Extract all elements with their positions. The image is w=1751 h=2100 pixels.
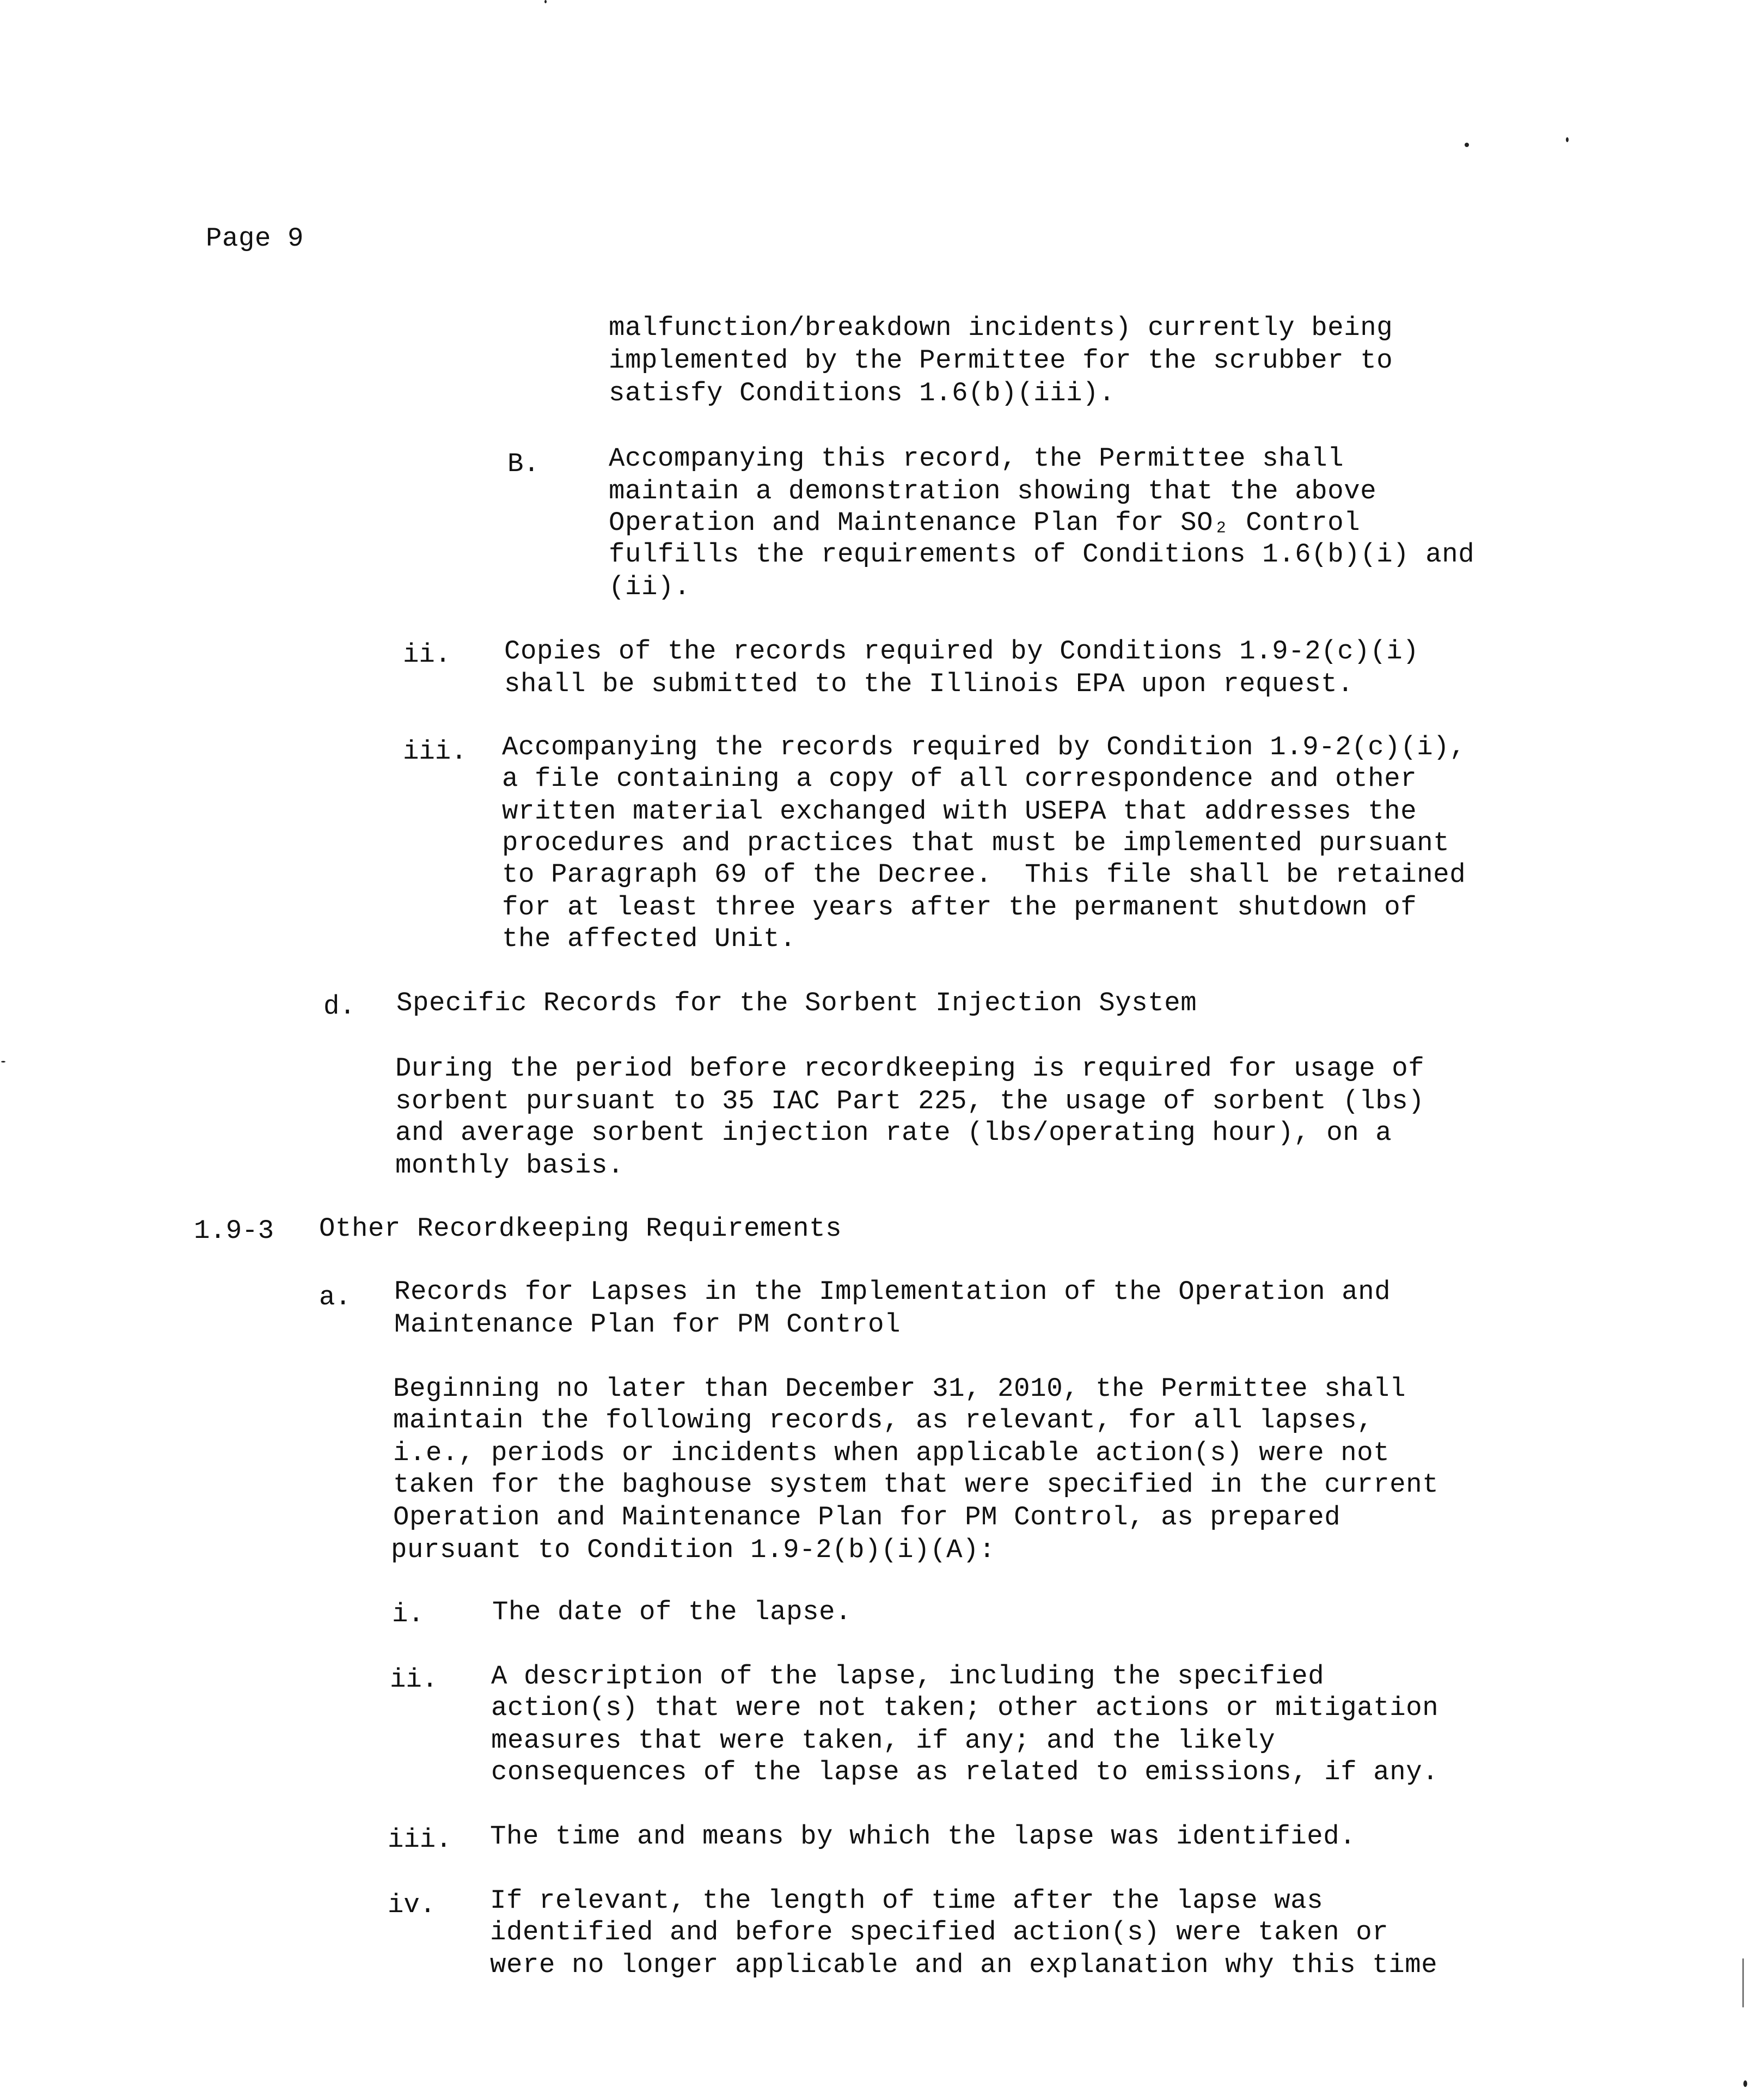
text-line: (ii). — [609, 572, 691, 602]
text-line: Operation and Maintenance Plan for SO₂ Control — [609, 508, 1361, 538]
text-line: measures that were taken, if any; and the likely — [491, 1725, 1276, 1756]
text-line: A description of the lapse, including the specified — [491, 1661, 1325, 1692]
text-line: implemented by the Permittee for the scrubber to — [609, 345, 1393, 376]
text-line: Beginning no later than December 31, 2010, the Permittee shall — [393, 1373, 1406, 1404]
scan-speck — [1742, 1958, 1744, 2007]
text-line: sorbent pursuant to 35 IAC Part 225, the usage of sorbent (lbs) — [395, 1086, 1425, 1116]
text-line: procedures and practices that must be implemented pursuant — [502, 828, 1450, 858]
scan-speck — [1465, 143, 1469, 147]
text-line: taken for the baghouse system that were specified in the current — [393, 1469, 1439, 1500]
list-label: ii. — [390, 1664, 438, 1695]
text-line: During the period before recordkeeping is required for usage of — [395, 1053, 1425, 1084]
text-line: to Paragraph 69 of the Decree. This file shall be retained — [502, 859, 1466, 890]
text-line: shall be submitted to the Illinois EPA upon request. — [504, 669, 1354, 699]
page-number: Page 9 — [206, 223, 304, 254]
list-label: iii. — [403, 736, 467, 767]
list-label: ii. — [403, 639, 451, 670]
list-label: a. — [319, 1282, 351, 1312]
text-line: and average sorbent injection rate (lbs/operating hour), on a — [395, 1118, 1392, 1148]
text-line: Accompanying the records required by Condition 1.9-2(c)(i), — [502, 732, 1466, 762]
scan-speck — [544, 0, 547, 3]
text-line: were no longer applicable and an explanation why this time — [490, 1950, 1438, 1980]
text-line: malfunction/breakdown incidents) currently being — [609, 313, 1393, 343]
section-heading: Other Recordkeeping Requirements — [319, 1213, 842, 1244]
list-label: d. — [323, 991, 356, 1022]
list-label: iv. — [388, 1890, 436, 1920]
text-line: pursuant to Condition 1.9-2(b)(i)(A): — [391, 1535, 996, 1565]
text-line: satisfy Conditions 1.6(b)(iii). — [609, 378, 1116, 408]
scan-speck — [1, 1061, 5, 1063]
text-line: Accompanying this record, the Permittee shall — [609, 443, 1344, 474]
text-line: fulfills the requirements of Conditions 1.6(b)(i) and — [609, 539, 1475, 570]
text-line: identified and before specified action(s) were taken or — [490, 1917, 1389, 1948]
text-line: written material exchanged with USEPA that addresses the — [502, 796, 1417, 827]
scan-speck — [1743, 2080, 1747, 2087]
text-line: action(s) that were not taken; other actions or mitigation — [491, 1693, 1439, 1723]
text-line: consequences of the lapse as related to emissions, if any. — [491, 1757, 1439, 1787]
text-line: the affected Unit. — [502, 924, 797, 954]
section-heading: Records for Lapses in the Implementation of the Operation and — [394, 1277, 1391, 1307]
text-line: Copies of the records required by Conditions 1.9-2(c)(i) — [504, 636, 1419, 667]
text-line: maintain the following records, as relevant, for all lapses, — [393, 1405, 1374, 1436]
text-line: The date of the lapse. — [492, 1597, 852, 1627]
list-label: B. — [507, 449, 540, 479]
text-line: If relevant, the length of time after the lapse was — [490, 1885, 1324, 1916]
section-heading: Specific Records for the Sorbent Injection System — [396, 988, 1197, 1018]
list-label: iii. — [388, 1824, 452, 1855]
list-label: i. — [392, 1599, 424, 1629]
scan-speck — [1566, 137, 1569, 142]
text-line: i.e., periods or incidents when applicable action(s) were not — [393, 1438, 1390, 1468]
text-line: a file containing a copy of all correspondence and other — [502, 764, 1417, 794]
text-line: maintain a demonstration showing that the above — [609, 476, 1377, 506]
text-line: for at least three years after the permanent shutdown of — [502, 892, 1417, 923]
text-line: Operation and Maintenance Plan for PM Control, as prepared — [393, 1502, 1341, 1533]
section-heading: Maintenance Plan for PM Control — [394, 1309, 901, 1340]
text-line: The time and means by which the lapse was identified. — [490, 1821, 1356, 1852]
text-line: monthly basis. — [395, 1150, 625, 1181]
section-number: 1.9-3 — [194, 1216, 274, 1246]
